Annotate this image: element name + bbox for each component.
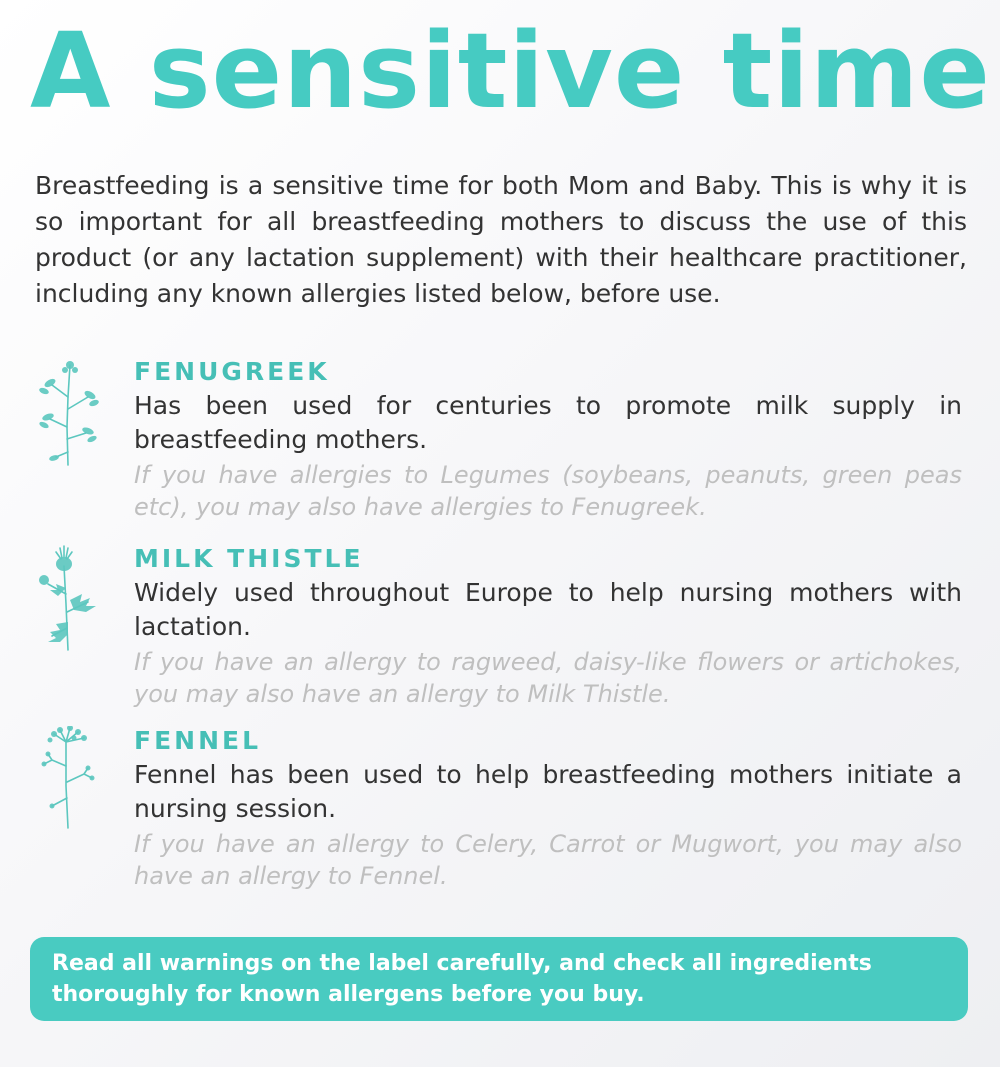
fenugreek-plant-icon <box>30 357 110 467</box>
herb-description: Widely used throughout Europe to help nursing mothers with lactation. <box>134 578 962 641</box>
herb-description: Fennel has been used to help breastfeeding mothers initiate a nursing session. <box>134 760 962 823</box>
page-title: A sensitive time <box>30 10 991 132</box>
herb-allergy-warning: If you have an allergy to ragweed, daisy-like flowers or artichokes, you may also have an allergy to Milk Thistle. <box>134 648 962 708</box>
herb-body <box>134 357 962 523</box>
herb-name: FENNEL <box>134 726 262 755</box>
herb-body <box>134 544 962 710</box>
intro-paragraph: Breastfeeding is a sensitive time for both Mom and Baby. This is why it is so important for all breastfeeding mothers to discuss the use of this product (or any lactation supplement) with their healthcare practitioner, including any known allergies listed below, before use. <box>35 171 967 308</box>
fennel-plant-icon <box>30 726 110 831</box>
herb-name: MILK THISTLE <box>134 544 364 573</box>
herb-name: FENUGREEK <box>134 357 330 386</box>
herb-description: Has been used for centuries to promote milk supply in breastfeeding mothers. <box>134 391 962 454</box>
warning-banner-text: Read all warnings on the label carefully, and check all ingredients thoroughly for known allergens before you buy. <box>52 951 872 1007</box>
herb-body <box>134 726 962 892</box>
milk-thistle-plant-icon <box>30 544 110 654</box>
herb-allergy-warning: If you have allergies to Legumes (soybeans, peanuts, green peas etc), you may also have allergies to Fenugreek. <box>134 461 962 521</box>
herb-allergy-warning: If you have an allergy to Celery, Carrot or Mugwort, you may also have an allergy to Fennel. <box>134 830 962 890</box>
warning-banner <box>30 937 968 1021</box>
